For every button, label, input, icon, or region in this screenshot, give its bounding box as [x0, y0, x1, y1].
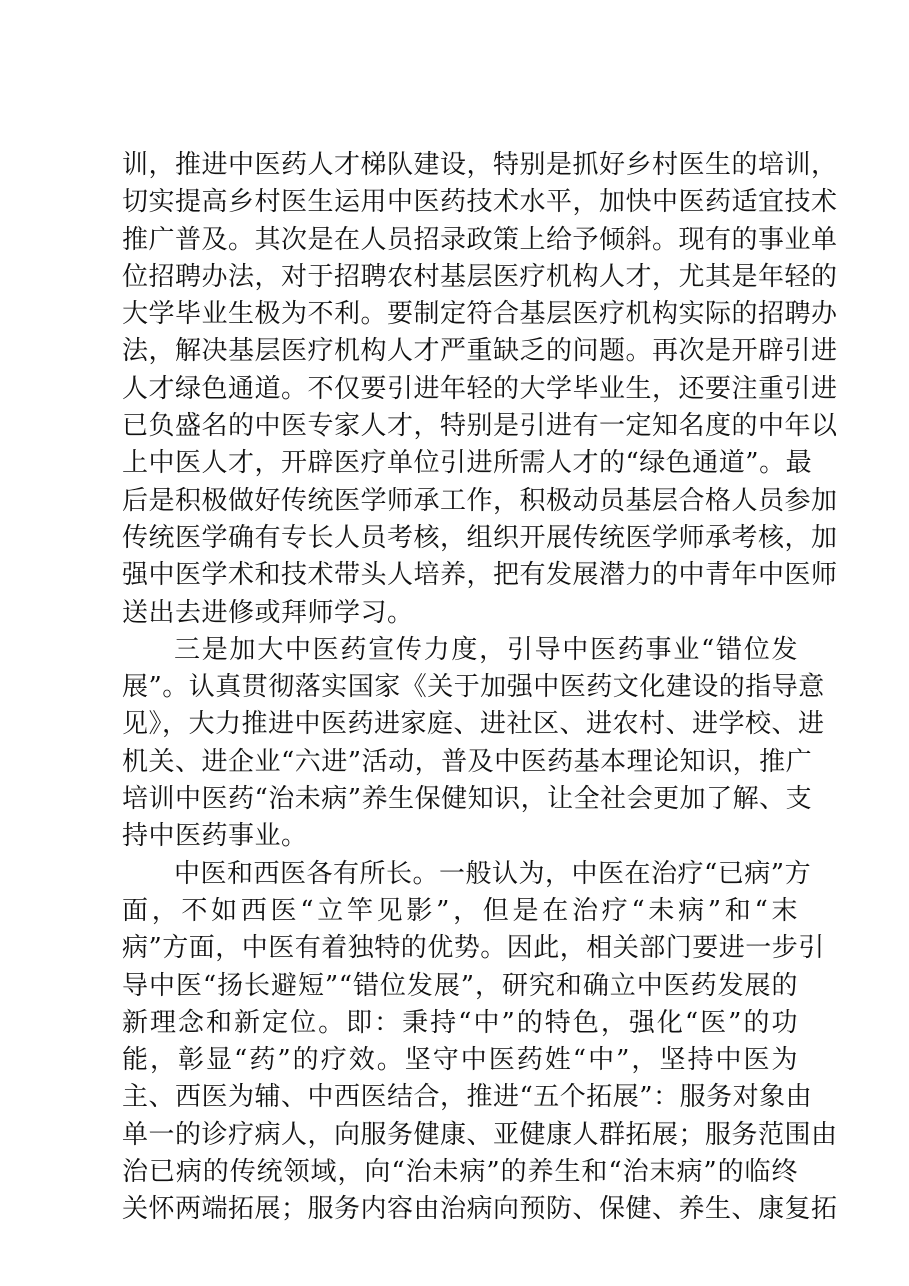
paragraph-1-line-8: 已负盛名的中医专家人才，特别是引进有一定知名度的中年以 [122, 411, 838, 442]
paragraph-1-line-3: 推广普及。其次是在人员招录政策上给予倾斜。现有的事业单 [122, 224, 838, 255]
paragraph-3-line-4: 导中医“扬长避短”“错位发展”，研究和确立中医药发展的 [122, 970, 798, 1001]
paragraph-1-line-11: 传统医学确有专长人员考核，组织开展传统医学师承考核，加 [122, 522, 838, 553]
paragraph-1-line-13: 送出去进修或拜师学习。 [122, 597, 414, 628]
document-body [122, 147, 838, 1229]
paragraph-2-line-3: 见》，大力推进中医药进家庭、进社区、进农村、进学校、进 [122, 709, 825, 740]
paragraph-1-line-10: 后是积极做好传统医学师承工作，积极动员基层合格人员参加 [122, 485, 838, 516]
paragraph-2-line-2: 展”。认真贯彻落实国家《关于加强中医药文化建设的指导意 [122, 672, 825, 703]
paragraph-1-line-12: 强中医学术和技术带头人培养，把有发展潜力的中青年中医师 [122, 560, 838, 591]
paragraph-2-line-4: 机关、进企业“六进”活动，普及中医药基本理论知识，推广 [122, 746, 813, 777]
paragraph-3-line-1: 中医和西医各有所长。一般认为，中医在治疗“已病”方 [174, 858, 812, 889]
paragraph-3-line-10: 关怀两端拓展；服务内容由治病向预防、保健、养生、康复拓 [122, 1194, 838, 1225]
paragraph-2-line-5: 培训中医药“治未病”养生保健知识，让全社会更加了解、支 [122, 784, 813, 815]
paragraph-3-line-9: 治已病的传统领域，向“治未病”的养生和“治末病”的临终 [122, 1157, 798, 1188]
paragraph-1-line-7: 人才绿色通道。不仅要引进年轻的大学毕业生，还要注重引进 [122, 373, 838, 404]
paragraph-3-line-7: 主、西医为辅、中西医结合，推进“五个拓展”：服务对象由 [122, 1082, 813, 1113]
paragraph-1-line-4: 位招聘办法，对于招聘农村基层医疗机构人才，尤其是年轻的 [122, 261, 838, 292]
paragraph-1-line-1: 训，推进中医药人才梯队建设，特别是抓好乡村医生的培训， [122, 150, 838, 180]
paragraph-1-line-2: 切实提高乡村医生运用中医药技术水平，加快中医药适宜技术 [122, 187, 838, 218]
paragraph-1-line-6: 法，解决基层医疗机构人才严重缺乏的问题。再次是开辟引进 [122, 336, 838, 367]
paragraph-3-line-2: 面，不如西医“立竿见影”，但是在治疗“未病”和“末 [122, 895, 798, 926]
paragraph-3-line-8: 单一的诊疗病人，向服务健康、亚健康人群拓展；服务范围由 [122, 1119, 838, 1150]
paragraph-3-line-5: 新理念和新定位。即：秉持“中”的特色，强化“医”的功 [122, 1007, 798, 1038]
paragraph-2-line-1: 三是加大中医药宣传力度，引导中医药事业“错位发 [174, 634, 798, 665]
paragraph-2-line-6: 持中医药事业。 [122, 821, 308, 852]
paragraph-3-line-3: 病”方面，中医有着独特的优势。因此，相关部门要进一步引 [122, 933, 825, 964]
paragraph-1-line-9: 上中医人才，开辟医疗单位引进所需人才的“绿色通道”。最 [122, 448, 813, 479]
paragraph-1-line-5: 大学毕业生极为不利。要制定符合基层医疗机构实际的招聘办 [122, 299, 838, 330]
paragraph-3-line-6: 能，彰显“药”的疗效。坚守中医药姓“中”，坚持中医为 [122, 1045, 798, 1076]
